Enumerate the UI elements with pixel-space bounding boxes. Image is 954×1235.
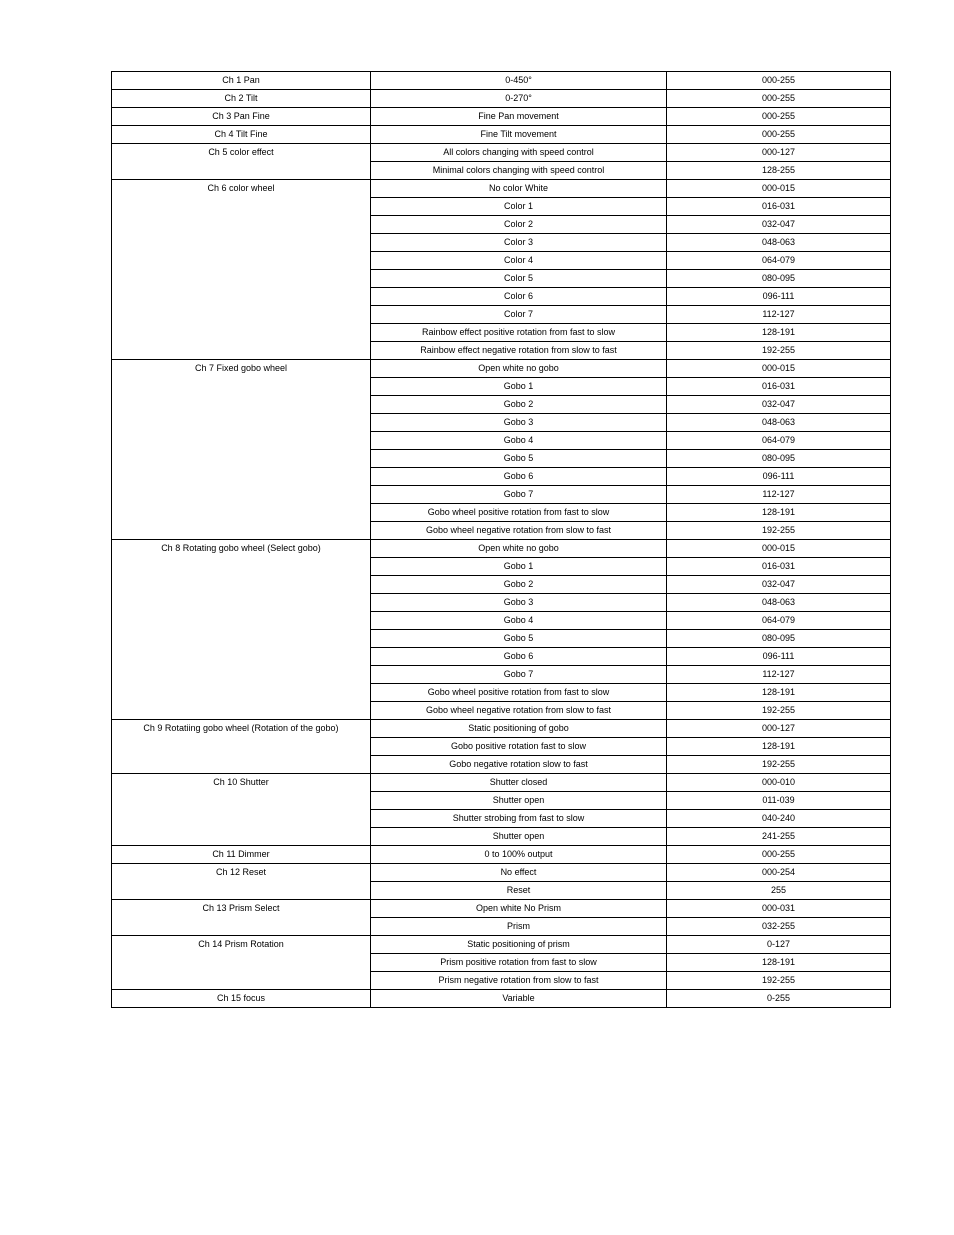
- function-cell: All colors changing with speed control: [371, 144, 667, 162]
- function-cell: Shutter closed: [371, 774, 667, 792]
- dmx-value-cell: 128-191: [667, 504, 891, 522]
- dmx-value-cell: 000-015: [667, 360, 891, 378]
- dmx-value-cell: 064-079: [667, 252, 891, 270]
- function-cell: Gobo 5: [371, 450, 667, 468]
- channel-name-cell: Ch 1 Pan: [112, 72, 371, 90]
- dmx-value-cell: 096-111: [667, 288, 891, 306]
- dmx-value-cell: 112-127: [667, 666, 891, 684]
- function-cell: Gobo 6: [371, 648, 667, 666]
- function-cell: Open white no gobo: [371, 540, 667, 558]
- table-row: [112, 864, 891, 882]
- table-row: [112, 720, 891, 738]
- function-cell: Color 4: [371, 252, 667, 270]
- function-cell: Fine Tilt movement: [371, 126, 667, 144]
- channel-name-cell: Ch 13 Prism Select: [112, 900, 371, 936]
- dmx-value-cell: 096-111: [667, 648, 891, 666]
- function-cell: Shutter open: [371, 792, 667, 810]
- dmx-value-cell: 016-031: [667, 558, 891, 576]
- function-cell: Rainbow effect negative rotation from slow to fast: [371, 342, 667, 360]
- channel-name-cell: Ch 3 Pan Fine: [112, 108, 371, 126]
- dmx-value-cell: 112-127: [667, 486, 891, 504]
- dmx-value-cell: 000-255: [667, 90, 891, 108]
- function-cell: Color 7: [371, 306, 667, 324]
- function-cell: Color 1: [371, 198, 667, 216]
- dmx-value-cell: 000-255: [667, 126, 891, 144]
- channel-name-cell: Ch 11 Dimmer: [112, 846, 371, 864]
- dmx-value-cell: 080-095: [667, 270, 891, 288]
- function-cell: Open white no gobo: [371, 360, 667, 378]
- dmx-value-cell: 032-047: [667, 576, 891, 594]
- function-cell: Prism positive rotation from fast to slow: [371, 954, 667, 972]
- function-cell: Gobo 4: [371, 432, 667, 450]
- function-cell: Static positioning of prism: [371, 936, 667, 954]
- dmx-value-cell: 032-255: [667, 918, 891, 936]
- dmx-value-cell: 000-255: [667, 108, 891, 126]
- function-cell: Prism negative rotation from slow to fast: [371, 972, 667, 990]
- dmx-value-cell: 128-191: [667, 954, 891, 972]
- dmx-value-cell: 016-031: [667, 378, 891, 396]
- channel-name-cell: Ch 7 Fixed gobo wheel: [112, 360, 371, 540]
- table-row: [112, 900, 891, 918]
- dmx-value-cell: 080-095: [667, 450, 891, 468]
- dmx-value-cell: 192-255: [667, 522, 891, 540]
- channel-name-cell: Ch 10 Shutter: [112, 774, 371, 846]
- function-cell: Minimal colors changing with speed control: [371, 162, 667, 180]
- dmx-value-cell: 000-031: [667, 900, 891, 918]
- dmx-channel-table: [111, 71, 891, 1008]
- dmx-value-cell: 000-010: [667, 774, 891, 792]
- dmx-value-cell: 241-255: [667, 828, 891, 846]
- dmx-value-cell: 000-254: [667, 864, 891, 882]
- dmx-value-cell: 128-255: [667, 162, 891, 180]
- function-cell: Gobo wheel negative rotation from slow to fast: [371, 522, 667, 540]
- table-row: [112, 990, 891, 1008]
- dmx-value-cell: 032-047: [667, 396, 891, 414]
- function-cell: Gobo 3: [371, 414, 667, 432]
- table-row: [112, 540, 891, 558]
- dmx-value-cell: 0-127: [667, 936, 891, 954]
- function-cell: No color White: [371, 180, 667, 198]
- table-row: [112, 126, 891, 144]
- function-cell: Fine Pan movement: [371, 108, 667, 126]
- function-cell: Gobo 6: [371, 468, 667, 486]
- channel-name-cell: Ch 2 Tilt: [112, 90, 371, 108]
- function-cell: 0 to 100% output: [371, 846, 667, 864]
- dmx-value-cell: 128-191: [667, 738, 891, 756]
- channel-name-cell: Ch 14 Prism Rotation: [112, 936, 371, 990]
- function-cell: Variable: [371, 990, 667, 1008]
- table-row: [112, 936, 891, 954]
- function-cell: Rainbow effect positive rotation from fast to slow: [371, 324, 667, 342]
- function-cell: Prism: [371, 918, 667, 936]
- function-cell: Gobo wheel positive rotation from fast to slow: [371, 684, 667, 702]
- table-row: [112, 774, 891, 792]
- table-row: [112, 846, 891, 864]
- channel-name-cell: Ch 9 Rotatiing gobo wheel (Rotation of the gobo): [112, 720, 371, 774]
- table-row: [112, 144, 891, 162]
- dmx-value-cell: 192-255: [667, 702, 891, 720]
- dmx-value-cell: 112-127: [667, 306, 891, 324]
- dmx-value-cell: 000-015: [667, 540, 891, 558]
- function-cell: Gobo 1: [371, 558, 667, 576]
- function-cell: Color 5: [371, 270, 667, 288]
- function-cell: Gobo 3: [371, 594, 667, 612]
- dmx-value-cell: 192-255: [667, 342, 891, 360]
- function-cell: Static positioning of gobo: [371, 720, 667, 738]
- dmx-value-cell: 000-127: [667, 144, 891, 162]
- function-cell: Gobo 7: [371, 486, 667, 504]
- dmx-value-cell: 192-255: [667, 756, 891, 774]
- function-cell: Color 3: [371, 234, 667, 252]
- dmx-value-cell: 000-015: [667, 180, 891, 198]
- function-cell: Gobo wheel positive rotation from fast to slow: [371, 504, 667, 522]
- dmx-value-cell: 000-127: [667, 720, 891, 738]
- dmx-value-cell: 128-191: [667, 324, 891, 342]
- dmx-value-cell: 0-255: [667, 990, 891, 1008]
- dmx-value-cell: 128-191: [667, 684, 891, 702]
- dmx-channel-table-body: [112, 72, 891, 1008]
- table-row: [112, 360, 891, 378]
- table-row: [112, 180, 891, 198]
- table-row: [112, 108, 891, 126]
- function-cell: Shutter open: [371, 828, 667, 846]
- function-cell: Gobo positive rotation fast to slow: [371, 738, 667, 756]
- function-cell: Gobo 1: [371, 378, 667, 396]
- function-cell: Open white No Prism: [371, 900, 667, 918]
- function-cell: Gobo 5: [371, 630, 667, 648]
- dmx-value-cell: 011-039: [667, 792, 891, 810]
- dmx-value-cell: 016-031: [667, 198, 891, 216]
- function-cell: Gobo 7: [371, 666, 667, 684]
- function-cell: Gobo negative rotation slow to fast: [371, 756, 667, 774]
- dmx-value-cell: 048-063: [667, 414, 891, 432]
- function-cell: No effect: [371, 864, 667, 882]
- function-cell: Gobo 4: [371, 612, 667, 630]
- dmx-value-cell: 192-255: [667, 972, 891, 990]
- dmx-value-cell: 080-095: [667, 630, 891, 648]
- channel-name-cell: Ch 4 Tilt Fine: [112, 126, 371, 144]
- dmx-value-cell: 048-063: [667, 594, 891, 612]
- function-cell: Gobo wheel negative rotation from slow to fast: [371, 702, 667, 720]
- channel-name-cell: Ch 12 Reset: [112, 864, 371, 900]
- dmx-value-cell: 064-079: [667, 612, 891, 630]
- dmx-value-cell: 064-079: [667, 432, 891, 450]
- table-row: [112, 72, 891, 90]
- dmx-value-cell: 032-047: [667, 216, 891, 234]
- function-cell: Color 6: [371, 288, 667, 306]
- table-row: [112, 90, 891, 108]
- channel-name-cell: Ch 15 focus: [112, 990, 371, 1008]
- channel-name-cell: Ch 5 color effect: [112, 144, 371, 180]
- function-cell: Reset: [371, 882, 667, 900]
- function-cell: 0-450°: [371, 72, 667, 90]
- dmx-value-cell: 040-240: [667, 810, 891, 828]
- dmx-value-cell: 000-255: [667, 846, 891, 864]
- channel-name-cell: Ch 8 Rotating gobo wheel (Select gobo): [112, 540, 371, 720]
- dmx-value-cell: 096-111: [667, 468, 891, 486]
- function-cell: Shutter strobing from fast to slow: [371, 810, 667, 828]
- function-cell: Color 2: [371, 216, 667, 234]
- function-cell: Gobo 2: [371, 576, 667, 594]
- dmx-value-cell: 000-255: [667, 72, 891, 90]
- function-cell: Gobo 2: [371, 396, 667, 414]
- function-cell: 0-270°: [371, 90, 667, 108]
- channel-name-cell: Ch 6 color wheel: [112, 180, 371, 360]
- dmx-value-cell: 255: [667, 882, 891, 900]
- dmx-value-cell: 048-063: [667, 234, 891, 252]
